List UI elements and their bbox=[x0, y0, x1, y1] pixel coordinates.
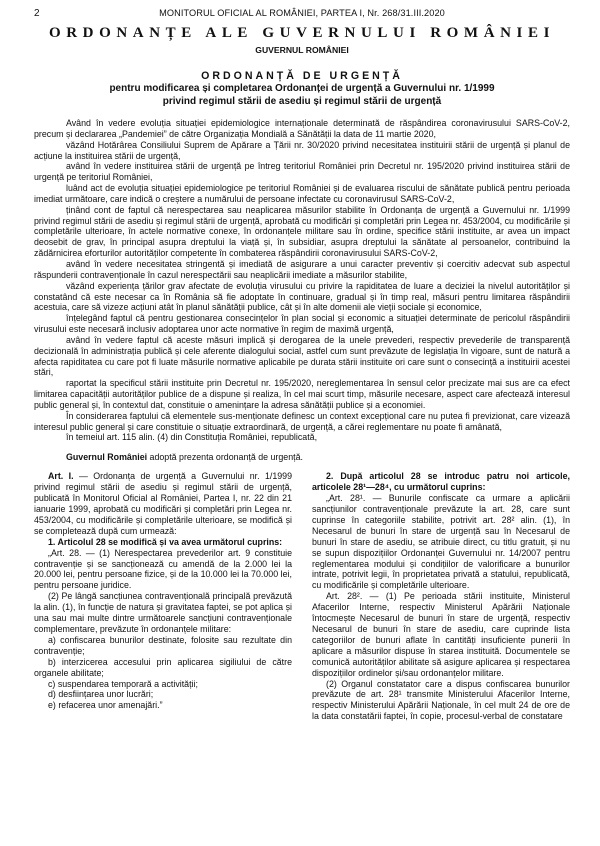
issuer-name: GUVERNUL ROMÂNIEI bbox=[255, 45, 349, 55]
preamble-paragraph: În considerarea faptului că elementele sus-menționate definesc un context excepțional care nu putea fi previzionat, care vizează interesul public general și care constituie o situație extraordinară, de urgență, a cărei reglementare nu poate fi amânată, bbox=[34, 410, 570, 432]
left-column bbox=[34, 471, 292, 722]
preamble-paragraph: înțelegând faptul că pentru gestionarea consecințelor în plan social și economic a situației determinate de pericolul răspândirii virusului este necesară inclusiv adoptarea unor acte normative în regim de maximă urgență, bbox=[34, 313, 570, 335]
preamble-paragraph: văzând experiența țărilor grav afectate de evoluția virusului cu privire la rapiditatea de luare a deciziei la nivelul autorităților și constatând că este necesar ca în România să fie adoptate în continuare, gradual și în timp real, măsuri pentru limitarea răspândirii acestuia, care să vizeze acțiuni atât în planul sănătății publice, cât și în alte domenii ale vieții sociale și economice, bbox=[34, 280, 570, 313]
preamble-paragraph: Având în vedere evoluția situației epidemiologice internaționale determinată de răspândirea coronavirusului SARS-CoV-2, precum și declararea „Pandemiei” de către Organizația Mondială a Sănătății la data de 11 martie 2020, bbox=[34, 118, 570, 139]
article-paragraph: b) interzicerea accesului prin aplicarea sigiliului de către organele abilitate; bbox=[34, 656, 292, 678]
article-paragraph: Art. 28². — (1) Pe perioada stării instituite, Ministerul Afacerilor Interne, respectiv Ministerul Apărării Naționale întocmește Necesarul de bunuri în stare de urgență, respectiv Necesarul de bunuri în stare de asediu, care cuprinde lista categoriilor de bunuri aflate în cantități insuficiente punerii în aplicare a măsurilor dispuse în starea instituită. Documentele se comunică autorităților abilitate să asigure aplicarea și respectarea dispozițiilor ordinelor și/sau ordonanțelor militare. bbox=[312, 591, 570, 678]
preamble-paragraph: având în vedere instituirea stării de urgență pe întreg teritoriul României prin Decretul nr. 195/2020 privind instituirea stării de urgență pe teritoriul României, bbox=[34, 161, 570, 183]
preamble-paragraph: văzând Hotărârea Consiliului Suprem de Apărare a Țării nr. 30/2020 privind necesitatea instituirii stării de urgență și planul de acțiune la instituirea stării de urgență, bbox=[34, 139, 570, 161]
article-paragraph: e) refacerea unor amenajări.” bbox=[48, 700, 163, 711]
preamble-paragraph: în temeiul art. 115 alin. (4) din Constituția României, republicată, bbox=[66, 432, 318, 443]
preamble-paragraph: raportat la specificul stării instituite prin Decretul nr. 195/2020, nereglementarea în sensul celor precizate mai sus are ca efect limitarea capacității autorităților publice de a dispune și realiza, în cel mai scurt timp, măsurile necesare, aspect care afectează interesul public general și, în contextul dat, constituie o amenințare la adresa sănătății publice și a economiei. bbox=[34, 378, 570, 410]
preamble-paragraph: având în vedere faptul că aceste măsuri implică și derogarea de la unele prevederi, respectiv prevederile de transparență decizională în administrația publică și cele aferente dialogului social, astfel cum sunt prevăzute de legislația în vigoare, sunt de natură a afecta rapiditatea cu care pot fi luate măsurile normative aplicabile pe durata stării instituite ori care sunt o consecință a instituirii acestei stări, bbox=[34, 334, 570, 378]
article-columns bbox=[34, 471, 570, 722]
running-head: MONITORUL OFICIAL AL ROMÂNIEI, PARTEA I, Nr. 268/31.III.2020 bbox=[159, 8, 445, 18]
preamble-paragraph: ținând cont de faptul că nerespectarea sau neaplicarea măsurilor stabilite în Ordonanța de urgență a Guvernului nr. 1/1999 privind regimul stării de asediu și regimul stării de urgență, aprobată cu modificări și completări prin Legea nr. 453/2004, cu modificările și completările ulterioare, în actele normative conexe, în ordonanțele militare sau în ordine, specifice stării instituite, ar avea un impact deosebit de grav, în principal asupra dreptului la viață și, în subsidiar, asupra dreptului la sănătate al persoanelor, contribuind la zădărnicirea eforturilor autorităților competente în combaterea răspândirii coronavirusului SARS-CoV-2, bbox=[34, 204, 570, 259]
article-paragraph: (2) Pe lângă sancțiunea contravențională principală prevăzută la alin. (1), în funcție de natura și gravitatea faptei, se pot aplica și una sau mai multe dintre următoarele sancțiuni contravenționale complementare, prevăzute în ordonanțele militare: bbox=[34, 591, 292, 634]
article-paragraph: (2) Organul constatator care a dispus confiscarea bunurilor prevăzute de art. 28¹ transmite Ministerului Afacerilor Interne, respectiv Ministerului Apărării Naționale, în cel mult 24 de ore de la data constatării faptei, în copie, procesul-verbal de constatare bbox=[312, 678, 570, 722]
amendment-point-1: 1. Articolul 28 se modifică și va avea următorul cuprins: bbox=[48, 536, 283, 547]
article-paragraph: „Art. 28. — (1) Nerespectarea prevederilor art. 9 constituie contravenție și se sancționează cu amendă de la 2.000 lei la 20.000 lei, pentru persoane fizice, și de la 10.000 lei la 70.000 lei, pentru persoane juridice. bbox=[34, 547, 292, 591]
preamble bbox=[34, 118, 570, 443]
page-header bbox=[34, 0, 570, 20]
amendment-point-2: 2. După articolul 28 se introduc patru noi articole, articolele 28¹—28⁴, cu următorul cuprins: bbox=[312, 471, 570, 493]
preamble-paragraph: având în vedere necesitatea stringentă și imediată de asigurare a unui caracter preventiv și coercitiv adecvat sub aspectul răspunderii contravenționale în cazul nerespectării sau neaplicării imediate a măsurilor stabilite, bbox=[34, 258, 570, 280]
article-1-intro bbox=[34, 471, 292, 536]
article-paragraph: d) desființarea unor lucrări; bbox=[48, 689, 154, 700]
article-label: Art. I. bbox=[48, 471, 74, 482]
article-paragraph: c) suspendarea temporară a activității; bbox=[48, 678, 198, 689]
article-paragraph: a) confiscarea bunurilor destinate, folosite sau rezultate din contravenție; bbox=[34, 634, 292, 656]
article-text: — Ordonanța de urgență a Guvernului nr. 1/1999 privind regimul stării de asediu și regimul stării de urgență, publicată în Monitorul Oficial al României, Partea I, nr. 22 din 21 ianuarie 1999, aprobată cu modificări și completări prin Legea nr. 453/2004, cu modificările și completările ulterioare, se modifică și se completează după cum urmează: bbox=[34, 471, 292, 536]
ordinance-subtitle-1: pentru modificarea și completarea Ordonanței de urgență a Guvernului nr. 1/1999 bbox=[109, 83, 495, 94]
article-paragraph: „Art. 28¹. — Bunurile confiscate ca urmare a aplicării sancțiunilor contravenționale prevăzute la art. 28, care sunt cuprinse în categoriile stabilite, potrivit art. 28² alin. (1), în Necesarul de bunuri în stare de urgență sau în Necesarul de bunuri în stare de asediu, se atribuie direct, cu titlu gratuit, și nu se supun dispozițiilor Ordonanței Guvernului nr. 14/2007 pentru reglementarea modului și condițiilor de valorificare a bunurilor intrate, potrivit legii, în proprietatea privată a statului, republicată, cu modificările și completările ulterioare. bbox=[312, 493, 570, 591]
page-number: 2 bbox=[34, 8, 40, 19]
adoption-subject: Guvernul României bbox=[66, 452, 148, 463]
adoption-text: adoptă prezenta ordonanță de urgență. bbox=[147, 452, 303, 463]
preamble-paragraph: luând act de evoluția situației epidemiologice pe teritoriul României și de evaluarea riscului de sănătate publică pentru perioada imediat următoare, care indică o creștere a numărului de persoane infectate cu coronavirusul SARS-CoV-2, bbox=[34, 183, 570, 204]
adoption-statement bbox=[34, 452, 570, 462]
ordinance-subtitle-2: privind regimul stării de asediu și regimul stării de urgență bbox=[162, 96, 442, 107]
ordinance-type: ORDONANȚĂ DE URGENȚĂ bbox=[201, 70, 403, 82]
section-title: ORDONANȚE ALE GUVERNULUI ROMÂNIEI bbox=[48, 25, 556, 41]
right-column bbox=[312, 471, 570, 722]
